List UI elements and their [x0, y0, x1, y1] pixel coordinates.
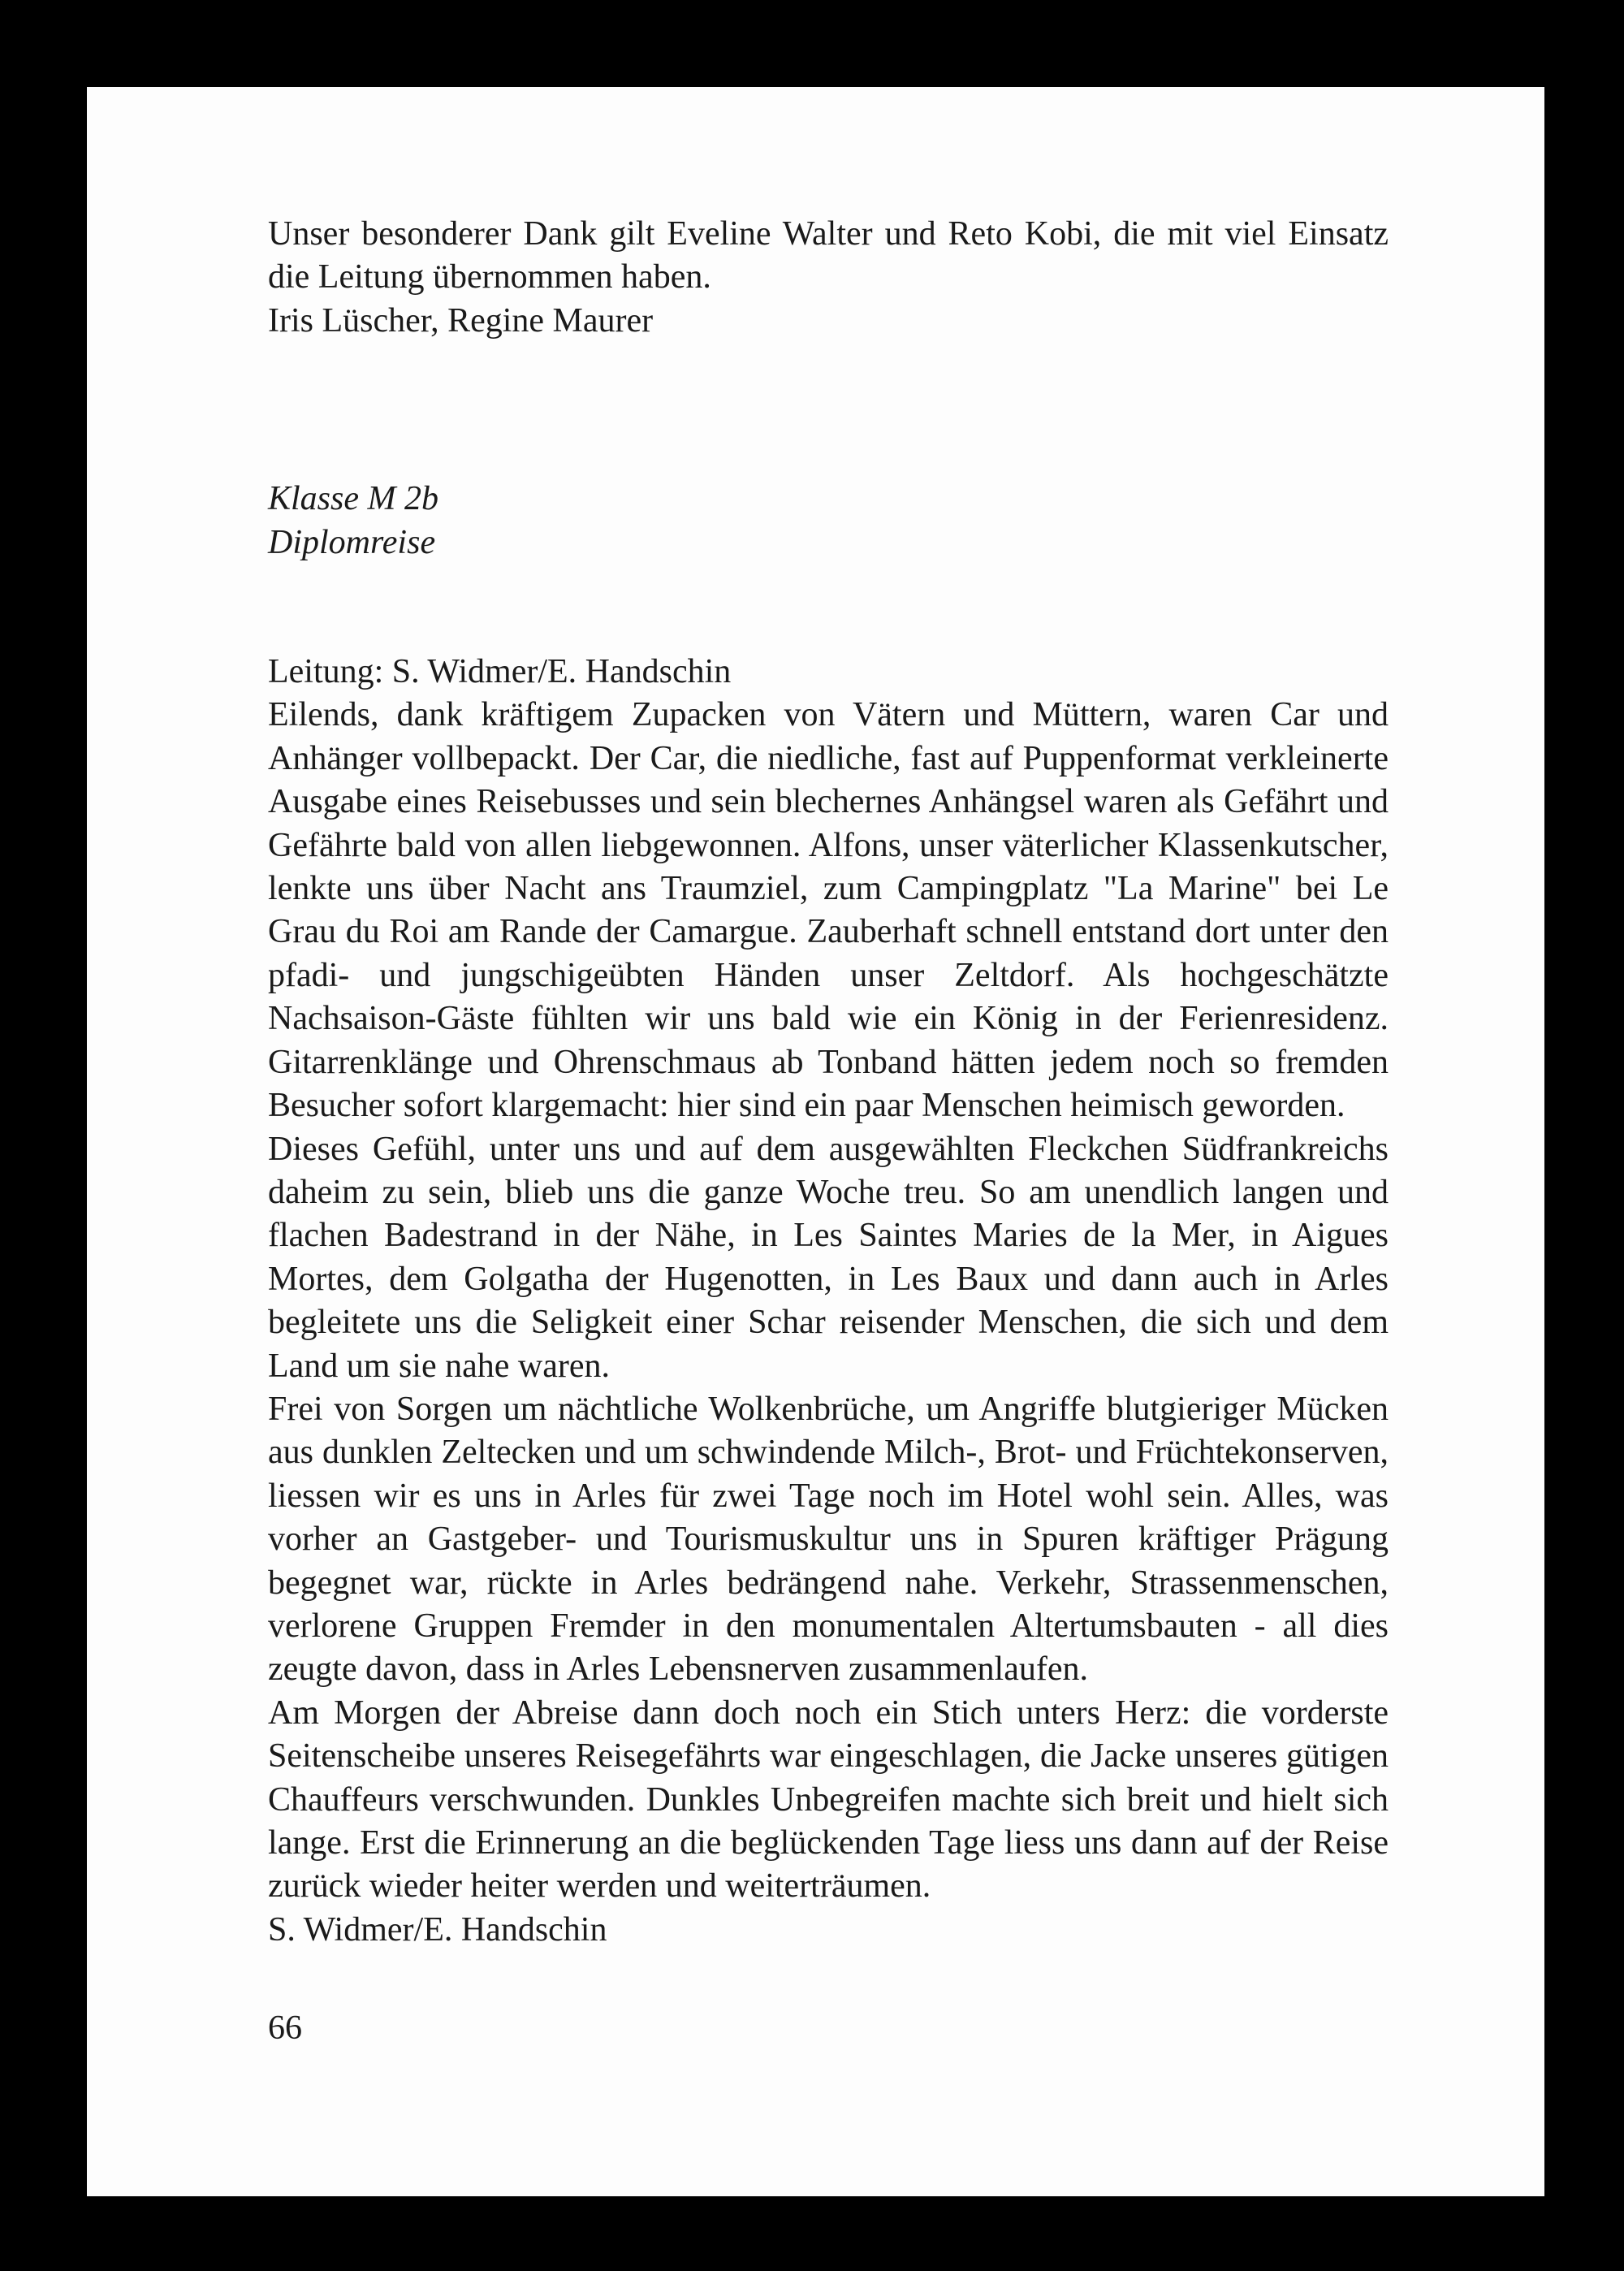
page-number: 66	[268, 2009, 302, 2047]
intro-paragraph: Unser besonderer Dank gilt Eveline Walter und Reto Kobi, die mit viel Einsatz die Leitung übernommen haben.	[268, 215, 1389, 296]
body-paragraph: Eilends, dank kräftigem Zupacken von Vätern und Müttern, waren Car und Anhänger vollbepackt. Der Car, die niedliche, fast auf Puppenformat verkleinerte Ausgabe eines Reisebusses und sein blechernes Anhängsel waren als Gefährt und Gefährte bald von allen liebgewonnen. Alfons, unser väterlicher Klassenkutscher, lenkte uns über Nacht ans Traumziel, zum Campingplatz "La Marine" bei Le Grau du Roi am Rande der Camargue. Zauberhaft schnell entstand dort unter den pfadi- und jungschigeübten Händen unser Zeltdorf. Als hochgeschätzte Nachsaison-Gäste fühlten wir uns bald wie ein König in der Ferienresidenz. Gitarrenklänge und Ohrenschmaus ab Tonband hätten jedem noch so fremden Besucher sofort klargemacht: hier sind ein paar Menschen heimisch geworden.	[268, 696, 1389, 1125]
heading-spacer	[268, 565, 1389, 651]
class-title: Klasse M 2b	[268, 480, 438, 518]
section-subtitle: Diplomreise	[268, 523, 436, 561]
section-spacer	[268, 343, 1389, 478]
section-signature: S. Widmer/E. Handschin	[268, 1910, 607, 1949]
page-content	[268, 213, 1389, 1952]
scanned-page	[87, 87, 1544, 2196]
intro-signature: Iris Lüscher, Regine Maurer	[268, 301, 654, 340]
body-paragraph: Dieses Gefühl, unter uns und auf dem ausgewählten Fleckchen Südfrankreichs daheim zu sein, blieb uns die ganze Woche treu. So am unendlich langen und flachen Badestrand in der Nähe, in Les Saintes Maries de la Mer, in Aigues Mortes, dem Golgatha der Hugenotten, in Les Baux und dann auch in Arles begleitete uns die Seligkeit einer Schar reisender Menschen, die sich und dem Land um sie nahe waren.	[268, 1130, 1389, 1385]
body-paragraph: Am Morgen der Abreise dann doch noch ein Stich unters Herz: die vorderste Seitenscheibe unseres Reisegefährts war eingeschlagen, die Jacke unseres gütigen Chauffeurs verschwunden. Dunkles Unbegreifen machte sich breit und hielt sich lange. Erst die Erinnerung an die beglückenden Tage liess uns dann auf der Reise zurück wieder heiter werden und weiterträumen.	[268, 1694, 1389, 1905]
leader-line: Leitung: S. Widmer/E. Handschin	[268, 653, 732, 691]
body-paragraph: Frei von Sorgen um nächtliche Wolkenbrüche, um Angriffe blutgieriger Mücken aus dunklen Zeltecken und um schwindende Milch-, Brot- und Früchtekonserven, liessen wir es uns in Arles für zwei Tage noch im Hotel wohl sein. Alles, was vorher an Gastgeber- und Tourismuskultur uns in Spuren kräftiger Prägung begegnet war, rückte in Arles bedrängend nahe. Verkehr, Strassenmenschen, verlorene Gruppen Fremder in den monumentalen Altertumsbauten - all dies zeugte davon, dass in Arles Lebensnerven zusammenlaufen.	[268, 1390, 1389, 1689]
